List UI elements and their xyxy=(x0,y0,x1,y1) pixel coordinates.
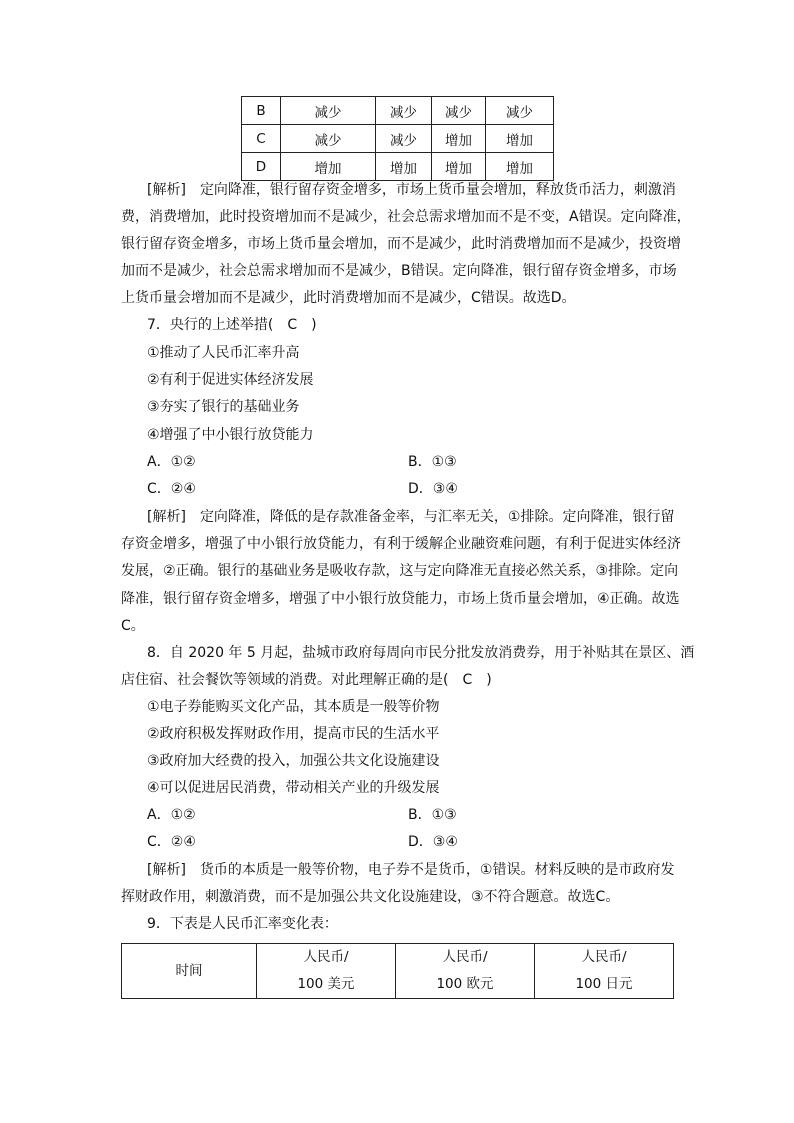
analysis-label: [解析] xyxy=(147,862,186,878)
analysis-line: 费，消费增加，此时投资增加而不是减少，社会总需求增加而不是不变，A错误。定向降准， xyxy=(121,209,691,225)
question-item: ②政府积极发挥财政作用，提高市民的生活水平 xyxy=(147,726,440,742)
table-cell: D xyxy=(242,153,281,181)
table-cell: 增加 xyxy=(486,125,554,153)
table-cell: 减少 xyxy=(486,97,554,125)
table-header-cell: 人民币/ 100 美元 xyxy=(257,944,396,999)
option-d: D．③④ xyxy=(408,481,458,497)
option-d: D．③④ xyxy=(408,834,458,850)
table-cell: 减少 xyxy=(281,97,376,125)
table-header-cell: 人民币/ 100 日元 xyxy=(535,944,674,999)
option-b: B．①③ xyxy=(408,454,457,470)
option-a: A．①② xyxy=(147,807,196,823)
question-stem: 9．下表是人民币汇率变化表： xyxy=(147,916,338,932)
analysis-line: [解析] 货币的本质是一般等价物，电子券不是货币，①错误。材料反映的是市政府发 xyxy=(147,862,675,878)
table-cell: 减少 xyxy=(376,125,432,153)
table-row xyxy=(242,125,554,153)
analysis-line: 存资金增多，增强了中小银行放贷能力，有利于缓解企业融资难问题，有利于促进实体经济 xyxy=(121,536,681,552)
question-item: ①电子券能购买文化产品，其本质是一般等价物 xyxy=(147,699,440,715)
question-item: ④可以促进居民消费，带动相关产业的升级发展 xyxy=(147,780,440,796)
analysis-line: [解析] 定向降准，降低的是存款准备金率，与汇率无关，①排除。定向降准，银行留 xyxy=(147,509,675,525)
analysis-line: 银行留存资金增多，市场上货币量会增加，而不是减少，此时消费增加而不是减少，投资增 xyxy=(121,236,681,252)
table-cell: 增加 xyxy=(432,153,486,181)
question-stem: 8．自 2020 年 5 月起，盐城市政府每周向市民分批发放消费券，用于补贴其在景区、酒 xyxy=(147,645,695,661)
table-cell: 减少 xyxy=(376,97,432,125)
table-cell: 增加 xyxy=(376,153,432,181)
question-item: ①推动了人民币汇率升高 xyxy=(147,345,300,361)
analysis-line: 上货币量会增加而不是减少，此时消费增加而不是减少，C错误。故选D。 xyxy=(121,290,576,306)
option-a: A．①② xyxy=(147,454,196,470)
analysis-line: 发展，②正确。银行的基础业务是吸收存款，这与定向降准无直接必然关系，③排除。定向 xyxy=(121,563,679,579)
table-cell: B xyxy=(242,97,281,125)
option-b: B．①③ xyxy=(408,807,457,823)
analysis-line: 降准，银行留存资金增多，增强了中小银行放贷能力，市场上货币量会增加，④正确。故选 xyxy=(121,591,680,607)
analysis-label: [解析] xyxy=(147,182,186,198)
analysis-line: 挥财政作用，刺激消费，而不是加强公共文化设施建设，③不符合题意。故选C。 xyxy=(121,889,620,905)
table-cell: 增加 xyxy=(432,125,486,153)
answer-table xyxy=(241,96,554,181)
analysis-line: C。 xyxy=(121,618,145,634)
option-c: C．②④ xyxy=(147,481,196,497)
table-cell: C xyxy=(242,125,281,153)
analysis-line: [解析] 定向降准，银行留存资金增多，市场上货币量会增加，释放货币活力，刺激消 xyxy=(147,182,676,198)
table-header-cell: 时间 xyxy=(122,944,257,999)
table-cell: 减少 xyxy=(432,97,486,125)
table-cell: 增加 xyxy=(281,153,376,181)
question-item: ②有利于促进实体经济发展 xyxy=(147,372,314,388)
question-item: ③夯实了银行的基础业务 xyxy=(147,399,300,415)
option-c: C．②④ xyxy=(147,834,196,850)
analysis-label: [解析] xyxy=(147,509,186,525)
question-stem: 店住宿、社会餐饮等领域的消费。对此理解正确的是( C ) xyxy=(121,672,492,688)
table-header-cell: 人民币/ 100 欧元 xyxy=(396,944,535,999)
table-row xyxy=(242,97,554,125)
table-cell: 减少 xyxy=(281,125,376,153)
question-item: ③政府加大经费的投入，加强公共文化设施建设 xyxy=(147,753,440,769)
question-stem: 7．央行的上述举措( C ) xyxy=(147,317,317,333)
exchange-rate-table xyxy=(121,943,674,999)
table-header-row xyxy=(122,944,674,999)
analysis-line: 加而不是减少，社会总需求增加而不是减少，B错误。定向降准，银行留存资金增多，市场 xyxy=(121,263,677,279)
table-cell: 增加 xyxy=(486,153,554,181)
question-item: ④增强了中小银行放贷能力 xyxy=(147,427,314,443)
